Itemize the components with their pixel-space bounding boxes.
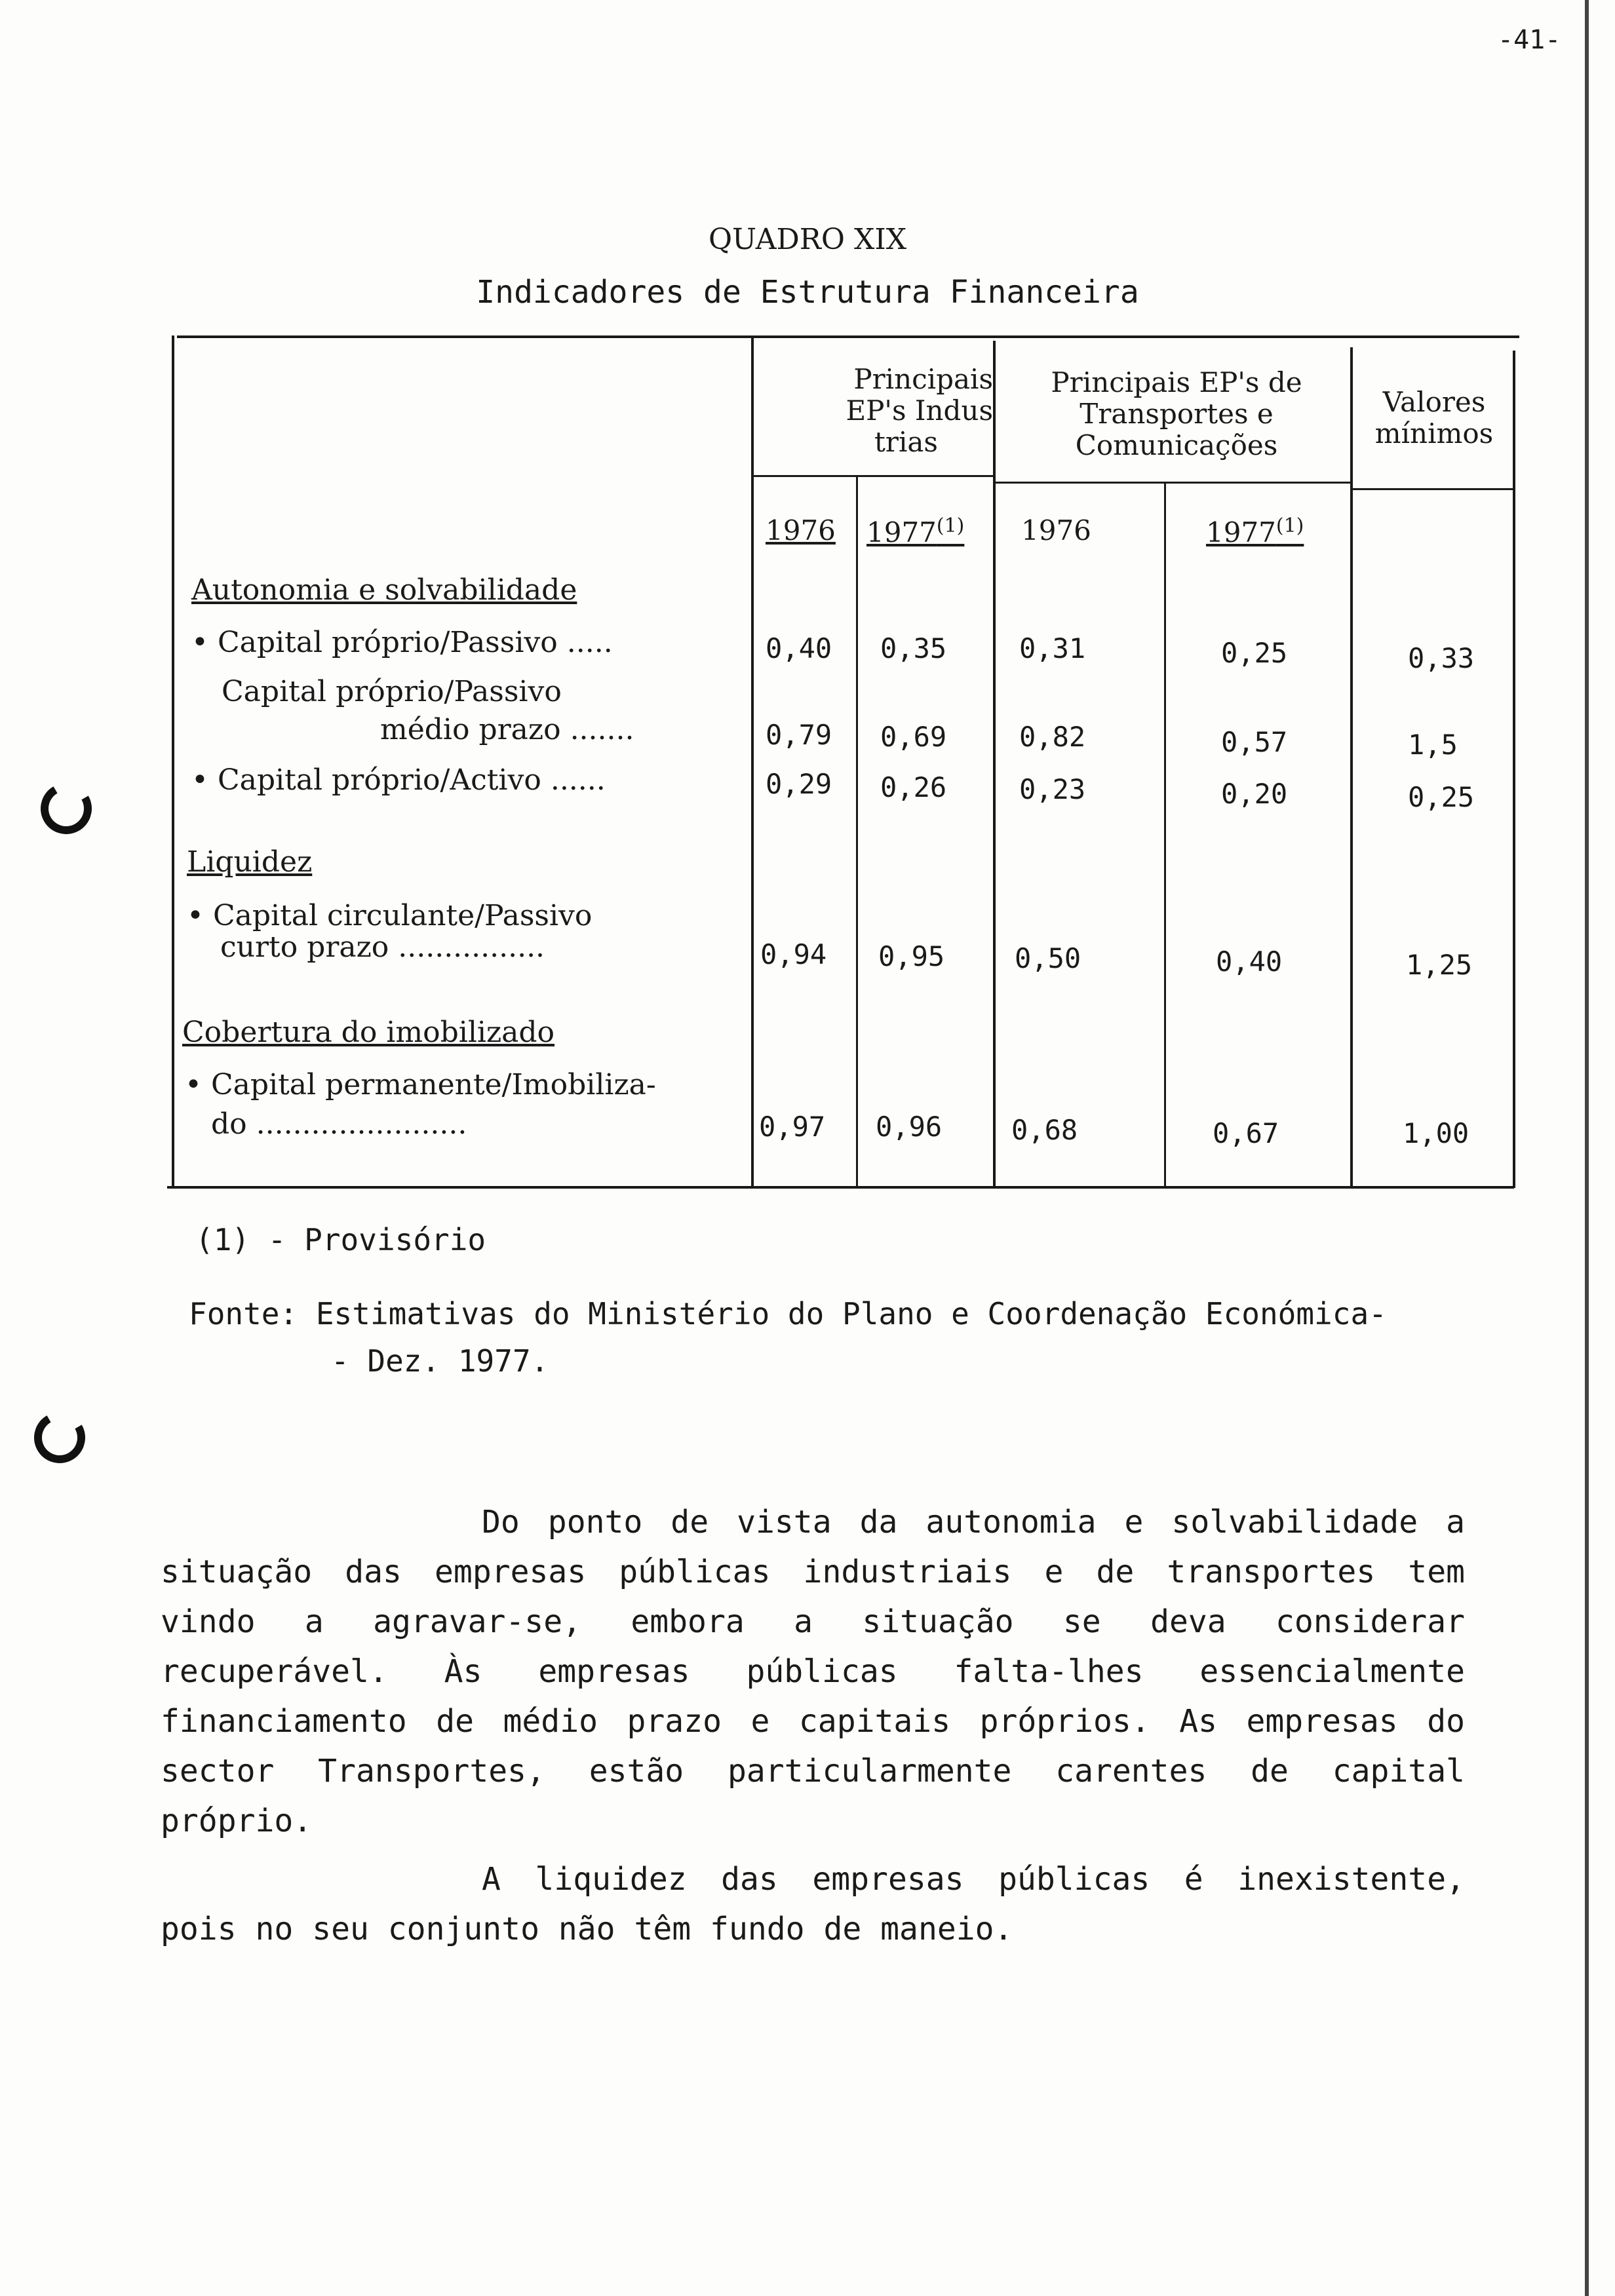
table-cell: 0,35 bbox=[880, 632, 947, 664]
header-minimum-line2: mínimos bbox=[1374, 417, 1494, 450]
table-title: Indicadores de Estrutura Financeira bbox=[476, 274, 1139, 311]
header-industrial-line2: EP's Indus bbox=[846, 394, 993, 427]
footnote-marker: (1) bbox=[936, 514, 965, 537]
header-line-industrial bbox=[752, 475, 995, 477]
table-cell: 0,29 bbox=[766, 768, 832, 800]
year-ind-1977: 1977$^{(1)}$ bbox=[866, 514, 965, 548]
row-label: do ....................... bbox=[211, 1107, 467, 1141]
page-number: -41- bbox=[1498, 25, 1561, 55]
footnote-provisional: (1) - Provisório bbox=[195, 1222, 486, 1257]
table-cell: 0,82 bbox=[1019, 721, 1086, 753]
punch-hole-lower bbox=[28, 1406, 91, 1469]
header-minimum bbox=[1355, 387, 1513, 450]
section-cobertura: Cobertura do imobilizado bbox=[182, 1016, 555, 1049]
header-transport-line1: Principais EP's de bbox=[1051, 366, 1302, 398]
header-line-minimum bbox=[1352, 488, 1514, 490]
column-line-1 bbox=[751, 335, 754, 1187]
row-label: • Capital permanente/Imobiliza- bbox=[185, 1068, 656, 1101]
scan-edge-line bbox=[1585, 0, 1589, 2296]
header-industrial-line1: Principais bbox=[853, 363, 993, 395]
column-line-4 bbox=[1164, 482, 1166, 1187]
table-cell: 0,67 bbox=[1213, 1117, 1279, 1149]
year-ind-1976: 1976 bbox=[766, 514, 836, 546]
table-cell: 0,97 bbox=[759, 1111, 826, 1143]
table-cell: 1,00 bbox=[1403, 1117, 1469, 1149]
table-cell: 0,25 bbox=[1408, 781, 1475, 813]
column-line-3 bbox=[993, 341, 996, 1187]
table-cell: 0,40 bbox=[766, 632, 832, 664]
table-cell: 0,33 bbox=[1408, 642, 1475, 674]
table-cell: 0,96 bbox=[876, 1111, 943, 1143]
footnote-marker: (1) bbox=[1275, 514, 1304, 537]
table-border-left bbox=[172, 335, 174, 1187]
year-tr-1976: 1976 bbox=[1021, 514, 1091, 546]
punch-hole-upper bbox=[35, 777, 98, 840]
table-cell: 0,50 bbox=[1015, 942, 1081, 974]
table-cell: 1,25 bbox=[1406, 949, 1473, 981]
row-label: • Capital circulante/Passivo bbox=[187, 899, 593, 932]
section-liquidez: Liquidez bbox=[187, 845, 313, 879]
table-cell: 0,20 bbox=[1221, 778, 1288, 810]
header-line-transport bbox=[994, 482, 1352, 484]
table-cell: 0,31 bbox=[1019, 632, 1086, 664]
table-border-right bbox=[1513, 351, 1515, 1188]
table-cell: 0,25 bbox=[1221, 637, 1288, 669]
row-label: médio prazo ....... bbox=[380, 713, 634, 746]
body-paragraph-1-text: Do ponto de vista da autonomia e solvabilidade a situação das empresas públicas industriais e de transportes tem vindo a agravar-se, embora a situação se deva considerar recuperável. Às empresas públicas falta-lhes essencialmente financiamento de médio prazo e capitais próprios. As empresas do sector Transportes, estão particularmente carentes de capital próprio. bbox=[161, 1504, 1465, 1839]
body-paragraph-2 bbox=[161, 1854, 1465, 1954]
table-cell: 0,95 bbox=[878, 940, 945, 972]
source-note-line1: Fonte: Estimativas do Ministério do Plano e Coordenação Económica- bbox=[189, 1296, 1387, 1331]
table-cell: 0,23 bbox=[1019, 773, 1086, 805]
header-minimum-line1: Valores bbox=[1382, 386, 1486, 418]
header-transport-line2: Transportes e bbox=[1080, 398, 1274, 430]
row-label: • Capital próprio/Activo ...... bbox=[191, 763, 606, 797]
header-industrial bbox=[760, 364, 993, 458]
table-border-top bbox=[177, 335, 1519, 338]
source-note-line2: - Dez. 1977. bbox=[331, 1343, 549, 1379]
body-paragraph-2-text: A liquidez das empresas públicas é inexistente, pois no seu conjunto não têm fundo de maneio. bbox=[161, 1861, 1465, 1947]
table-cell: 0,79 bbox=[766, 719, 832, 751]
section-autonomia: Autonomia e solvabilidade bbox=[191, 573, 577, 607]
header-transport bbox=[1000, 367, 1353, 461]
table-cell: 0,94 bbox=[760, 938, 827, 970]
column-line-2 bbox=[856, 475, 858, 1187]
table-title-number: QUADRO XIX bbox=[708, 223, 907, 256]
row-label: curto prazo ................ bbox=[220, 930, 545, 964]
row-label: • Capital próprio/Passivo ..... bbox=[191, 626, 613, 659]
column-line-5 bbox=[1350, 347, 1353, 1187]
table-cell: 0,57 bbox=[1221, 726, 1288, 758]
header-industrial-line3: trias bbox=[874, 426, 938, 458]
table-cell: 1,5 bbox=[1408, 729, 1458, 761]
table-border-bottom bbox=[167, 1186, 1514, 1189]
table-cell: 0,68 bbox=[1011, 1114, 1078, 1146]
row-label: Capital próprio/Passivo bbox=[222, 675, 562, 708]
table-cell: 0,26 bbox=[880, 771, 947, 803]
year-tr-1977: 1977$^{(1)}$ bbox=[1206, 514, 1304, 548]
table-cell: 0,69 bbox=[880, 721, 947, 753]
body-paragraph-1 bbox=[161, 1497, 1465, 1846]
header-transport-line3: Comunicações bbox=[1075, 429, 1278, 461]
table-cell: 0,40 bbox=[1216, 946, 1283, 978]
